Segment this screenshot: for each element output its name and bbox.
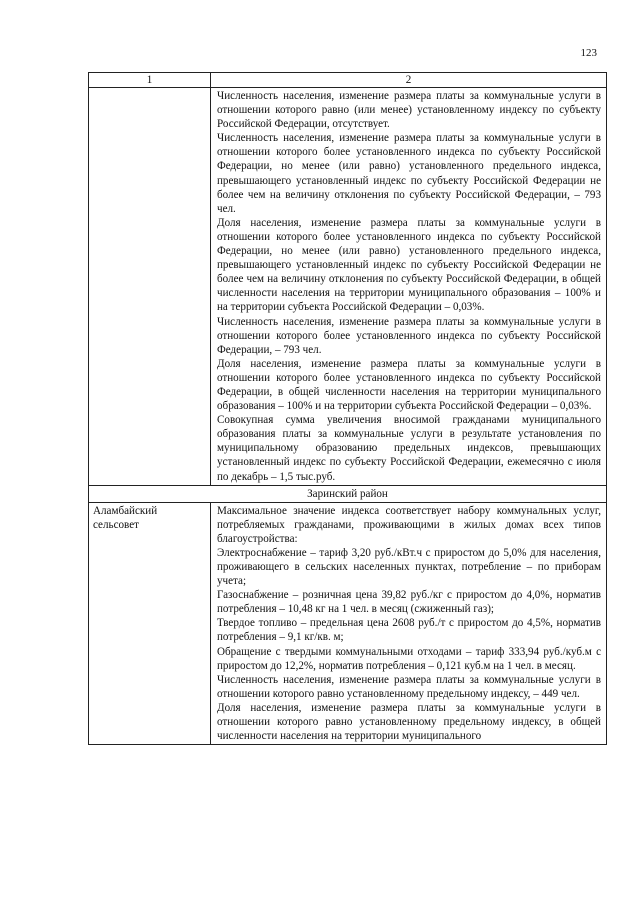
municipality-name-line: Аламбайский bbox=[93, 504, 158, 517]
column-header-1: 1 bbox=[89, 73, 211, 88]
municipality-name-line: сельсовет bbox=[93, 518, 139, 531]
paragraph: Твердое топливо – предельная цена 2608 руб./т с приростом до 4,5%, норматив потребления – 9,1 кг/кв. м; bbox=[217, 617, 601, 644]
paragraph: Численность населения, изменение размера платы за коммунальные услуги в отношении которого равно (или менее) установленному индексу по субъекту Российской Федерации, отсутствует. bbox=[217, 90, 601, 131]
table-header-row bbox=[89, 73, 607, 88]
paragraph: Численность населения, изменение размера платы за коммунальные услуги в отношении которого более установленного индекса по субъекту Российской Федерации, – 793 чел. bbox=[217, 315, 601, 356]
paragraph: Доля населения, изменение размера платы за коммунальные услуги в отношении которого более установленного индекса по субъекту Российской Федерации, но менее (или равно) установленного предельного индекса, превышающего установленный индекс по субъекту Российской Федерации не более чем на величину отклонения по субъекту Российской Федерации, в общей численности населения на территории муниципального образования – 100% и на территории субъекта Российской Федерации – 0,03%. bbox=[217, 216, 601, 314]
paragraph: Электроснабжение – тариф 3,20 руб./кВт.ч с приростом до 5,0% для населения, проживающего в сельских населенных пунктах, потребление – по приборам учета; bbox=[217, 546, 601, 588]
indicator-text-cell bbox=[211, 502, 607, 745]
page-number: 123 bbox=[580, 47, 597, 59]
district-title: Заринский район bbox=[89, 485, 607, 502]
paragraph: Обращение с твердыми коммунальными отходами – тариф 333,94 руб./куб.м с приростом до 12,2%, норматив потребления – 0,121 куб.м на 1 чел. в месяц. bbox=[217, 645, 601, 672]
column-header-2: 2 bbox=[211, 73, 607, 88]
district-row bbox=[89, 485, 607, 502]
paragraph: Доля населения, изменение размера платы за коммунальные услуги в отношении которого более установленного индекса по субъекту Российской Федерации, в общей численности населения на территории муниципального образования – 100% и на территории субъекта Российской Федерации – 0,03%. bbox=[217, 357, 601, 413]
paragraph: Максимальное значение индекса соответствует набору коммунальных услуг, потребляемых гражданами, проживающими в жилых домах всех типов благоустройства: bbox=[217, 504, 601, 545]
municipality-name-cell bbox=[89, 502, 211, 745]
paragraph: Доля населения, изменение размера платы за коммунальные услуги в отношении которого равно установленному предельному индексу, в общей численности населения на территории муниципального bbox=[217, 701, 601, 743]
paragraph: Совокупная сумма увеличения вносимой гражданами муниципального образования платы за коммунальные услуги в результате установления по муниципальному образованию предельных индексов, превышающих установленный индекс по субъекту Российской Федерации, ежемесячно с июля по декабрь – 1,5 тыс.руб. bbox=[217, 414, 601, 483]
indicator-text-cell bbox=[211, 88, 607, 486]
paragraph: Численность населения, изменение размера платы за коммунальные услуги в отношении которого равно установленному предельному индексу, – 449 чел. bbox=[217, 673, 601, 700]
empty-name-cell bbox=[89, 88, 211, 486]
table-row bbox=[89, 88, 607, 486]
paragraph: Численность населения, изменение размера платы за коммунальные услуги в отношении которого более установленного индекса по субъекту Российской Федерации, но менее (или равно) установленного предельного индекса, превышающего установленный индекс по субъекту Российской Федерации не более чем на величину отклонения по субъекту Российской Федерации, – 793 чел. bbox=[217, 132, 601, 215]
main-table bbox=[88, 72, 607, 745]
paragraph: Газоснабжение – розничная цена 39,82 руб./кг с приростом до 4,0%, норматив потребления – 10,48 кг на 1 чел. в месяц (сжиженный газ); bbox=[217, 589, 601, 616]
table-row bbox=[89, 502, 607, 745]
